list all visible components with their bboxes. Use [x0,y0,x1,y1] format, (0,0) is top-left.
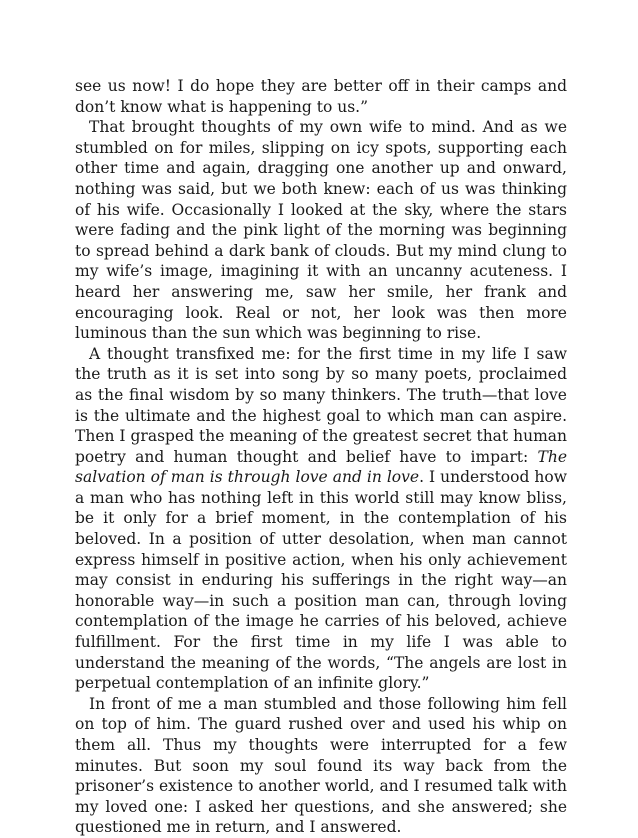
paragraph-4-text: In front of me a man stumbled and those following him fell on top of him. The guard rushed over and used his whip on them all. Thus my thoughts were interrupted for a few minutes. But soon my soul found its way back from the prisoner’s existence to another world, and I resumed talk with my loved one: I asked her questions, and she answered; she questioned me in return, and I answered. [75,694,567,837]
paragraph-2-text: That brought thoughts of my own wife to mind. And as we stumbled on for miles, slipping on icy spots, supporting each other time and again, dragging one another up and onward, nothing was said, but we both knew: each of us was thinking of his wife. Occasionally I looked at the sky, where the stars were fading and the pink light of the morning was beginning to spread behind a dark bank of clouds. But my mind clung to my wife’s image, imagining it with an uncanny acuteness. I heard her answering me, saw her smile, her frank and encouraging look. Real or not, her look was then more luminous than the sun which was beginning to rise. [75,118,567,343]
paragraph-3 [75,344,567,694]
paragraph-2 [75,117,567,344]
paragraph-4 [75,694,567,838]
paragraph-1 [75,76,567,117]
paragraph-3-italic-quote: The salvation of man is through love and in love [75,447,567,487]
book-page [75,76,567,838]
paragraph-3-text-a: A thought transfixed me: for the first time in my life I saw the truth as it is set into song by so many poets, proclaimed as the final wisdom by so many thinkers. The truth—that love is the ultimate and the highest goal to which man can aspire. Then I grasped the meaning of the greatest secret that human poetry and human thought and belief have to impart: [75,344,567,466]
paragraph-1-text: see us now! I do hope they are better off in their camps and don’t know what is happening to us.” [75,77,567,116]
paragraph-3-text-b: . I understood how a man who has nothing left in this world still may know bliss, be it only for a brief moment, in the contemplation of his beloved. In a position of utter desolation, when man cannot express himself in positive action, when his only achievement may consist in enduring his sufferings in the right way—an honorable way—in such a position man can, through loving contemplation of the image he carries of his beloved, achieve fulfillment. For the first time in my life I was able to understand the meaning of the words, “The angels are lost in perpetual contemplation of an infinite glory.” [75,468,567,693]
